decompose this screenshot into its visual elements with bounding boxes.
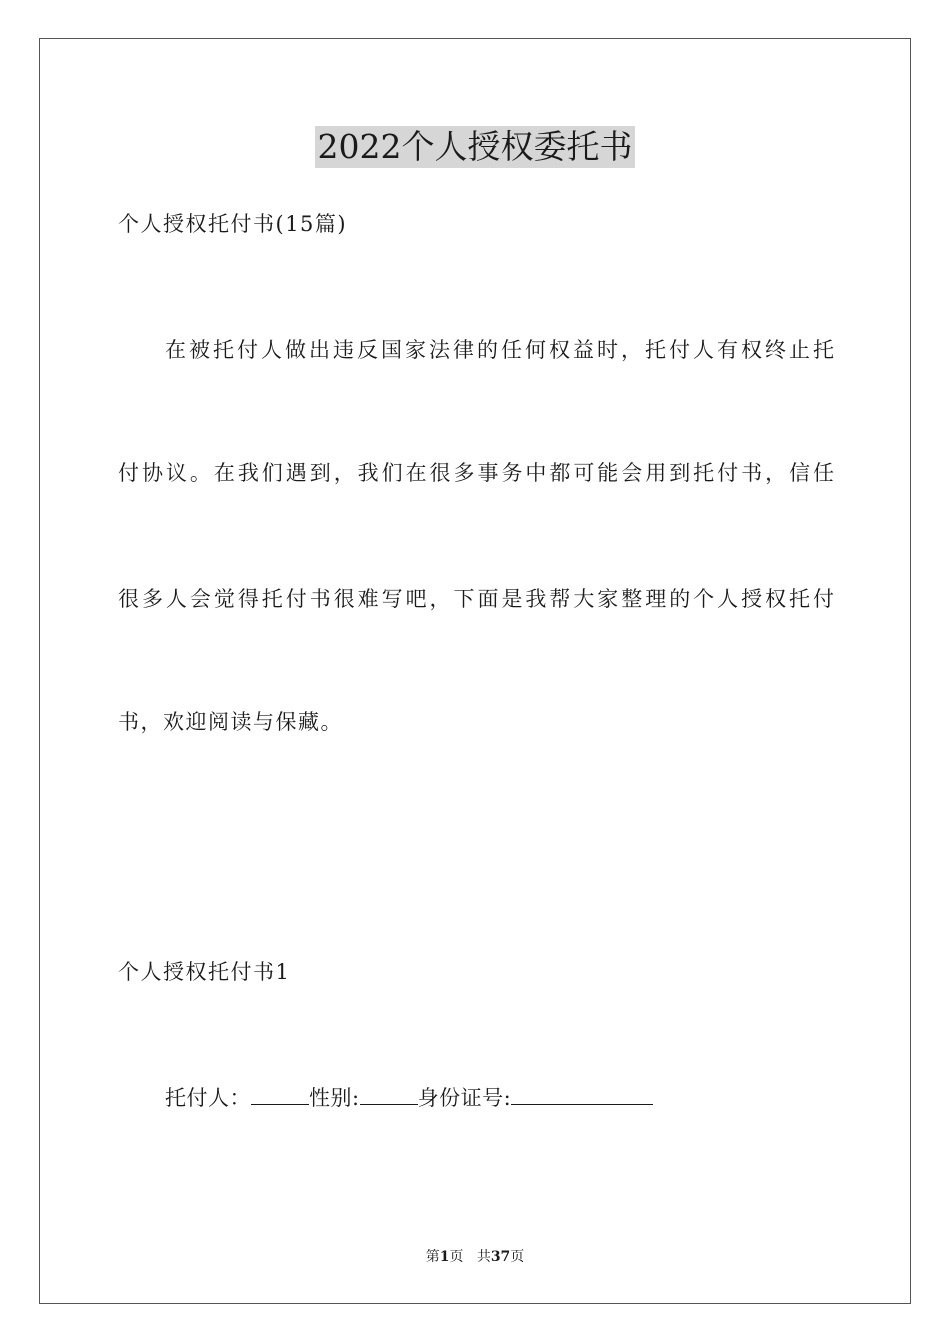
client-blank[interactable] bbox=[251, 1082, 309, 1105]
footer-page-number: 1 bbox=[439, 1249, 450, 1265]
footer-page-prefix: 第 bbox=[425, 1249, 440, 1265]
form-line bbox=[165, 1082, 653, 1113]
footer-total-prefix: 共 bbox=[476, 1249, 491, 1265]
intro-line-2: 付协议。在我们遇到，我们在很多事务中都可能会用到托付书，信任 bbox=[118, 461, 834, 485]
footer-total-suffix: 页 bbox=[510, 1249, 525, 1265]
gender-blank[interactable] bbox=[360, 1082, 418, 1105]
document-subtitle: 个人授权托付书(15篇) bbox=[118, 212, 348, 236]
client-label: 托付人： bbox=[165, 1086, 251, 1110]
document-title: 2022个人授权委托书 bbox=[315, 126, 636, 168]
intro-line-3: 很多人会觉得托付书很难写吧，下面是我帮大家整理的个人授权托付 bbox=[118, 587, 834, 611]
footer-page-suffix: 页 bbox=[449, 1249, 464, 1265]
gender-label: 性别: bbox=[309, 1086, 360, 1110]
intro-line-4: 书，欢迎阅读与保藏。 bbox=[118, 710, 343, 734]
intro-line-1: 在被托付人做出违反国家法律的任何权益时，托付人有权终止托 bbox=[165, 338, 834, 362]
footer-total-pages: 37 bbox=[490, 1249, 511, 1265]
page-footer bbox=[0, 1247, 950, 1267]
title-container bbox=[0, 126, 950, 168]
id-number-blank[interactable] bbox=[511, 1082, 653, 1105]
id-label: 身份证号: bbox=[417, 1086, 512, 1110]
section-heading: 个人授权托付书1 bbox=[118, 960, 291, 984]
